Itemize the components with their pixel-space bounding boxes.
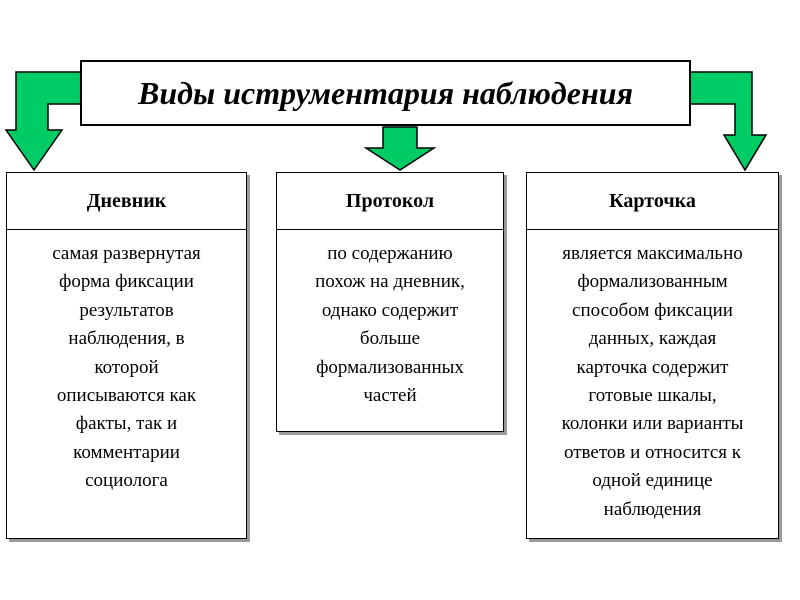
description-line: по содержанию (327, 243, 453, 264)
description-line: описываются как (56, 385, 197, 407)
card-card (526, 172, 779, 539)
description-line: колонки или варианты (561, 413, 744, 435)
description-line: формализованным (577, 271, 728, 293)
description-line: данных, каждая (588, 328, 717, 350)
description-line: результатов (79, 299, 174, 321)
center-arrow (366, 127, 434, 170)
description-line: наблюдения, в (68, 328, 185, 350)
description-line: больше (359, 328, 421, 350)
diagram-title: Виды иструментария наблюдения (80, 60, 691, 126)
card-card-title: Карточка (609, 189, 696, 212)
description-line: похож на дневник, (315, 271, 465, 293)
description-line: комментарии (73, 441, 180, 463)
right-arrow (689, 72, 766, 170)
description-line: формализованных (316, 356, 464, 378)
card-card-description (527, 230, 778, 524)
card-diary-description (7, 230, 246, 496)
description-line: готовые шкалы, (588, 385, 717, 407)
card-protocol (276, 172, 504, 432)
card-diary (6, 172, 247, 539)
description-line: является максимально (562, 243, 743, 264)
card-diary-title: Дневник (86, 189, 167, 212)
description-line: факты, так и (75, 413, 178, 435)
description-line: социолога (85, 470, 168, 492)
description-line: частей (363, 385, 417, 407)
description-line: наблюдения (603, 498, 702, 520)
description-line: одной единице (592, 470, 713, 492)
description-line: форма фиксации (59, 271, 194, 293)
left-arrow (6, 72, 82, 170)
description-line: ответов и относится к (563, 441, 742, 463)
description-line: карточка содержит (576, 356, 729, 378)
description-line: которой (94, 356, 159, 378)
card-protocol-description (277, 230, 503, 410)
description-line: способом фиксации (572, 299, 733, 321)
card-protocol-title: Протокол (345, 189, 435, 212)
description-line: самая развернутая (52, 243, 201, 264)
description-line: однако содержит (321, 299, 459, 321)
